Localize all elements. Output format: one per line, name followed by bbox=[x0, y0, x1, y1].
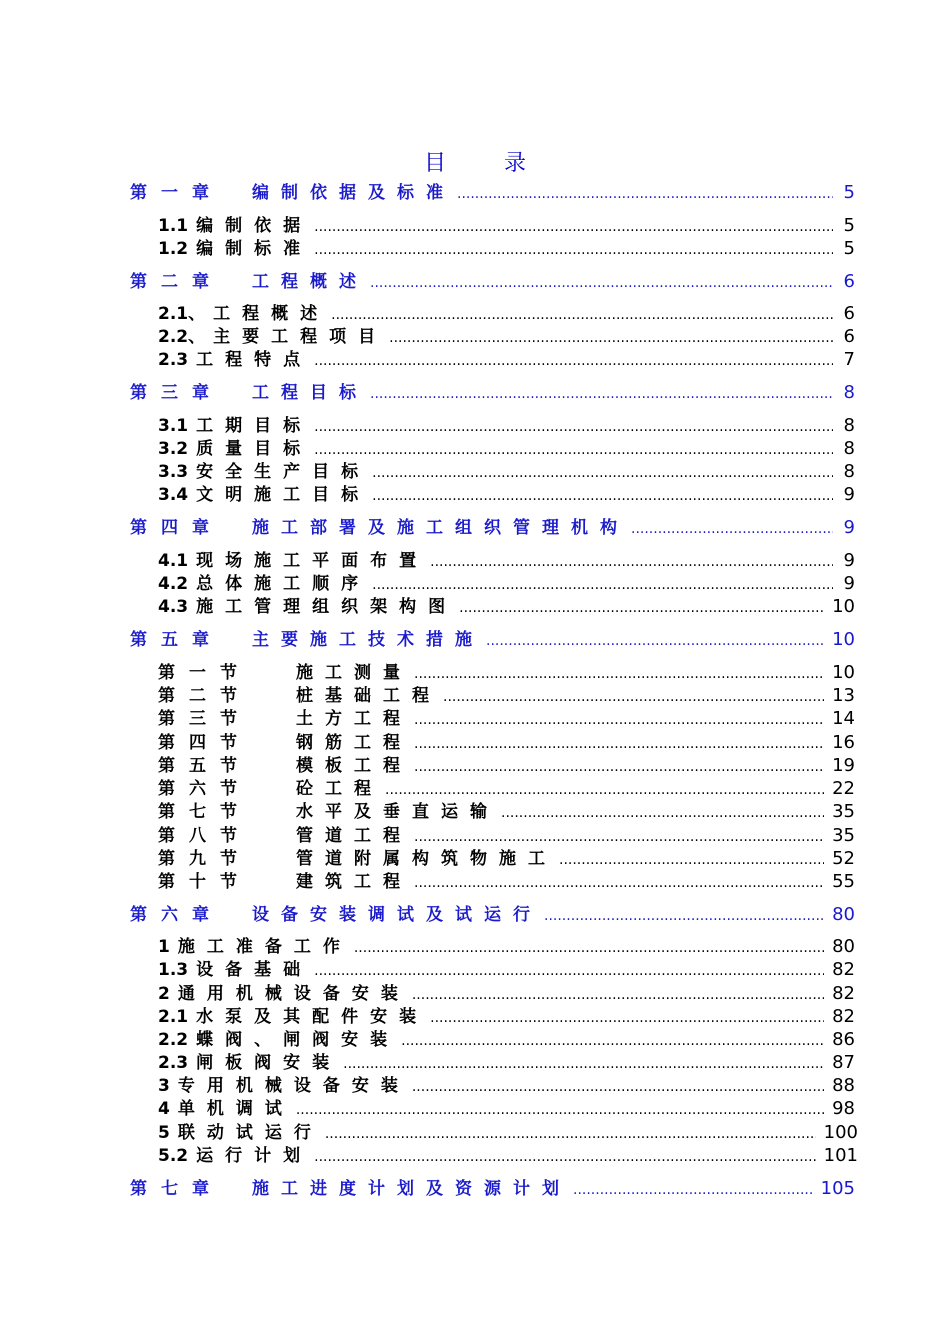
dot-leader bbox=[385, 779, 824, 802]
entry-title: 工程概述 bbox=[213, 304, 330, 324]
entry-chapter: 第八节 bbox=[158, 826, 251, 846]
entry-title: 建筑工程 bbox=[296, 872, 412, 892]
toc-section-entry bbox=[158, 1028, 855, 1051]
entry-page-number: 105 bbox=[820, 1178, 855, 1199]
entry-page-number: 13 bbox=[832, 685, 855, 706]
entry-page-number: 10 bbox=[832, 629, 855, 650]
entry-page-number: 5 bbox=[843, 182, 855, 203]
toc-chapter-entry bbox=[130, 1177, 855, 1200]
entry-page-number: 6 bbox=[843, 271, 855, 292]
dot-leader bbox=[414, 709, 824, 732]
entry-title: 桩基础工程 bbox=[296, 686, 441, 706]
entry-label bbox=[158, 326, 387, 349]
dot-leader bbox=[414, 756, 824, 779]
entry-page-number: 100 bbox=[823, 1122, 858, 1143]
dot-leader bbox=[414, 872, 824, 895]
entry-title: 质量目标 bbox=[196, 439, 313, 459]
entry-page-number: 10 bbox=[832, 596, 855, 617]
entry-chapter: 第一节 bbox=[158, 663, 251, 683]
entry-label bbox=[158, 1052, 341, 1075]
entry-label bbox=[130, 271, 368, 294]
dot-leader bbox=[296, 1099, 824, 1122]
entry-title: 通用机械设备安装 bbox=[177, 984, 410, 1004]
entry-label bbox=[158, 685, 441, 708]
entry-page-number: 9 bbox=[843, 484, 855, 505]
entry-label bbox=[158, 215, 312, 238]
toc-section-entry bbox=[158, 483, 855, 506]
entry-title: 钢筋工程 bbox=[296, 733, 412, 753]
entry-page-number: 101 bbox=[823, 1145, 858, 1166]
entry-page-number: 8 bbox=[843, 438, 855, 459]
dot-leader bbox=[414, 733, 824, 756]
dot-leader bbox=[486, 630, 824, 653]
entry-page-number: 35 bbox=[832, 801, 855, 822]
entry-label bbox=[158, 1075, 410, 1098]
toc-section-entry bbox=[158, 302, 855, 325]
entry-number: 3 bbox=[158, 1076, 170, 1096]
entry-page-number: 10 bbox=[832, 662, 855, 683]
toc-section-entry bbox=[158, 1051, 855, 1074]
dot-leader bbox=[457, 183, 833, 206]
entry-label bbox=[158, 825, 412, 848]
entry-title: 砼工程 bbox=[296, 779, 383, 799]
entry-page-number: 82 bbox=[832, 983, 855, 1004]
entry-page-number: 14 bbox=[832, 708, 855, 729]
entry-chapter: 第七节 bbox=[158, 802, 251, 822]
entry-page-number: 9 bbox=[843, 550, 855, 571]
entry-label bbox=[130, 517, 629, 540]
toc-node-entry bbox=[158, 870, 855, 893]
entry-title: 施工进度计划及资源计划 bbox=[252, 1179, 571, 1199]
toc-node-entry bbox=[158, 684, 855, 707]
toc-section-entry bbox=[158, 237, 855, 260]
dot-leader bbox=[314, 439, 833, 462]
entry-number: 2.1、 bbox=[158, 304, 206, 324]
toc-node-entry bbox=[158, 661, 855, 684]
entry-label bbox=[158, 596, 457, 619]
entry-chapter: 第四章 bbox=[130, 518, 223, 538]
entry-title: 安全生产目标 bbox=[196, 462, 371, 482]
entry-page-number: 8 bbox=[843, 415, 855, 436]
toc-section-entry bbox=[158, 1121, 858, 1144]
toc-section-entry bbox=[158, 595, 855, 618]
toc-chapter-entry bbox=[130, 516, 855, 539]
entry-label bbox=[158, 983, 410, 1006]
entry-label bbox=[158, 936, 352, 959]
dot-leader bbox=[401, 1030, 824, 1053]
toc-section-entry bbox=[158, 460, 855, 483]
entry-page-number: 22 bbox=[832, 778, 855, 799]
entry-label bbox=[158, 461, 370, 484]
entry-chapter: 第六节 bbox=[158, 779, 251, 799]
entry-page-number: 16 bbox=[832, 732, 855, 753]
toc-section-entry bbox=[158, 1074, 855, 1097]
entry-label bbox=[130, 904, 542, 927]
toc-section-entry bbox=[158, 982, 855, 1005]
entry-title: 设备基础 bbox=[196, 960, 313, 980]
entry-title: 编制依据及标准 bbox=[252, 183, 455, 203]
dot-leader bbox=[314, 239, 833, 262]
entry-page-number: 52 bbox=[832, 848, 855, 869]
entry-page-number: 87 bbox=[832, 1052, 855, 1073]
toc-chapter-entry bbox=[130, 270, 855, 293]
entry-number: 3.2 bbox=[158, 439, 189, 459]
entry-chapter: 第五章 bbox=[130, 630, 223, 650]
entry-label bbox=[158, 573, 370, 596]
entry-number: 5.2 bbox=[158, 1146, 189, 1166]
entry-label bbox=[158, 732, 412, 755]
entry-page-number: 8 bbox=[843, 382, 855, 403]
entry-label bbox=[158, 438, 312, 461]
entry-title: 工程概述 bbox=[252, 272, 368, 292]
entry-page-number: 8 bbox=[843, 461, 855, 482]
dot-leader bbox=[354, 937, 824, 960]
entry-number: 2 bbox=[158, 984, 170, 1004]
entry-number: 3.4 bbox=[158, 485, 189, 505]
entry-number: 4.1 bbox=[158, 551, 189, 571]
entry-title: 联动试运行 bbox=[177, 1123, 323, 1143]
dot-leader bbox=[325, 1123, 816, 1146]
toc-node-entry bbox=[158, 707, 855, 730]
dot-leader bbox=[573, 1179, 813, 1202]
entry-chapter: 第三节 bbox=[158, 709, 251, 729]
entry-chapter: 第三章 bbox=[130, 383, 223, 403]
entry-title: 工程目标 bbox=[252, 383, 368, 403]
entry-title: 蝶阀、闸阀安装 bbox=[196, 1030, 400, 1050]
entry-title: 编制标准 bbox=[196, 239, 313, 259]
entry-label bbox=[158, 708, 412, 731]
dot-leader bbox=[414, 826, 824, 849]
entry-page-number: 19 bbox=[832, 755, 855, 776]
dot-leader bbox=[430, 1007, 824, 1030]
entry-title: 土方工程 bbox=[296, 709, 412, 729]
entry-title: 施工管理组织架构图 bbox=[196, 597, 458, 617]
entry-page-number: 82 bbox=[832, 959, 855, 980]
dot-leader bbox=[443, 686, 824, 709]
dot-leader bbox=[459, 597, 824, 620]
toc-title: 目录 bbox=[423, 151, 584, 176]
entry-label bbox=[130, 1178, 571, 1201]
toc-section-entry bbox=[158, 958, 855, 981]
entry-title: 管道工程 bbox=[296, 826, 412, 846]
entry-title: 编制依据 bbox=[196, 216, 313, 236]
entry-chapter: 第十节 bbox=[158, 872, 251, 892]
dot-leader bbox=[389, 327, 833, 350]
entry-label bbox=[130, 382, 368, 405]
toc-node-entry bbox=[158, 800, 855, 823]
entry-label bbox=[158, 415, 312, 438]
entry-number: 1.1 bbox=[158, 216, 189, 236]
toc-chapter-entry bbox=[130, 628, 855, 651]
entry-page-number: 9 bbox=[843, 517, 855, 538]
entry-label bbox=[158, 303, 329, 326]
entry-title: 水泵及其配件安装 bbox=[196, 1007, 429, 1027]
entry-number: 4 bbox=[158, 1099, 170, 1119]
entry-title: 工程特点 bbox=[196, 350, 313, 370]
dot-leader bbox=[412, 984, 824, 1007]
entry-label bbox=[158, 778, 383, 801]
entry-page-number: 98 bbox=[832, 1098, 855, 1119]
entry-page-number: 82 bbox=[832, 1006, 855, 1027]
entry-page-number: 5 bbox=[843, 215, 855, 236]
entry-title: 专用机械设备安装 bbox=[177, 1076, 410, 1096]
entry-title: 水平及垂直运输 bbox=[296, 802, 499, 822]
entry-label bbox=[158, 755, 412, 778]
entry-chapter: 第二章 bbox=[130, 272, 223, 292]
entry-label bbox=[158, 550, 428, 573]
entry-number: 1 bbox=[158, 937, 170, 957]
toc-node-entry bbox=[158, 731, 855, 754]
entry-page-number: 9 bbox=[843, 573, 855, 594]
entry-number: 2.2、 bbox=[158, 327, 206, 347]
entry-number: 2.3 bbox=[158, 350, 189, 370]
entry-chapter: 第六章 bbox=[130, 905, 223, 925]
entry-label bbox=[130, 182, 455, 205]
toc-section-entry bbox=[158, 437, 855, 460]
toc-section-entry bbox=[158, 214, 855, 237]
entry-number: 3.3 bbox=[158, 462, 189, 482]
toc-section-entry bbox=[158, 1005, 855, 1028]
entry-page-number: 5 bbox=[843, 238, 855, 259]
toc-section-entry bbox=[158, 348, 855, 371]
dot-leader bbox=[314, 1146, 816, 1169]
toc-section-entry bbox=[158, 572, 855, 595]
dot-leader bbox=[372, 574, 833, 597]
entry-chapter: 第四节 bbox=[158, 733, 251, 753]
entry-label bbox=[130, 629, 484, 652]
dot-leader bbox=[430, 551, 833, 574]
entry-title: 单机调试 bbox=[177, 1099, 294, 1119]
dot-leader bbox=[501, 802, 824, 825]
entry-chapter: 第一章 bbox=[130, 183, 223, 203]
toc-section-entry bbox=[158, 935, 855, 958]
entry-page-number: 80 bbox=[832, 936, 855, 957]
entry-chapter: 第七章 bbox=[130, 1179, 223, 1199]
entry-label bbox=[158, 801, 499, 824]
entry-title: 模板工程 bbox=[296, 756, 412, 776]
dot-leader bbox=[314, 416, 833, 439]
entry-label bbox=[158, 848, 557, 871]
dot-leader bbox=[314, 350, 833, 373]
entry-page-number: 80 bbox=[832, 904, 855, 925]
dot-leader bbox=[412, 1076, 824, 1099]
entry-label bbox=[158, 484, 370, 507]
dot-leader bbox=[314, 216, 833, 239]
toc-section-entry bbox=[158, 1097, 855, 1120]
entry-title: 施工部署及施工组织管理机构 bbox=[252, 518, 629, 538]
dot-leader bbox=[331, 304, 833, 327]
entry-title: 总体施工顺序 bbox=[196, 574, 371, 594]
entry-page-number: 55 bbox=[832, 871, 855, 892]
toc-section-entry bbox=[158, 1144, 858, 1167]
entry-title: 主要工程项目 bbox=[213, 327, 388, 347]
entry-title: 工期目标 bbox=[196, 416, 313, 436]
toc-node-entry bbox=[158, 777, 855, 800]
entry-number: 5 bbox=[158, 1123, 170, 1143]
entry-page-number: 6 bbox=[843, 326, 855, 347]
entry-title: 设备安装调试及试运行 bbox=[252, 905, 542, 925]
dot-leader bbox=[343, 1053, 824, 1076]
dot-leader bbox=[372, 485, 833, 508]
dot-leader bbox=[372, 462, 833, 485]
entry-title: 文明施工目标 bbox=[196, 485, 371, 505]
dot-leader bbox=[314, 960, 824, 983]
entry-number: 4.2 bbox=[158, 574, 189, 594]
entry-label bbox=[158, 1006, 428, 1029]
entry-number: 1.3 bbox=[158, 960, 189, 980]
entry-label bbox=[158, 662, 412, 685]
dot-leader bbox=[370, 272, 833, 295]
entry-label bbox=[158, 349, 312, 372]
toc-chapter-entry bbox=[130, 181, 855, 204]
toc-node-entry bbox=[158, 847, 855, 870]
entry-label bbox=[158, 1145, 312, 1168]
entry-title: 闸板阀安装 bbox=[196, 1053, 342, 1073]
entry-label bbox=[158, 1029, 399, 1052]
dot-leader bbox=[414, 663, 824, 686]
toc-node-entry bbox=[158, 824, 855, 847]
entry-title: 管道附属构筑物施工 bbox=[296, 849, 557, 869]
entry-page-number: 86 bbox=[832, 1029, 855, 1050]
entry-label bbox=[158, 871, 412, 894]
entry-number: 1.2 bbox=[158, 239, 189, 259]
entry-page-number: 7 bbox=[843, 349, 855, 370]
entry-number: 2.2 bbox=[158, 1030, 189, 1050]
toc-section-entry bbox=[158, 414, 855, 437]
entry-number: 3.1 bbox=[158, 416, 189, 436]
toc-chapter-entry bbox=[130, 381, 855, 404]
toc-chapter-entry bbox=[130, 903, 855, 926]
dot-leader bbox=[370, 383, 833, 406]
entry-label bbox=[158, 1122, 323, 1145]
entry-page-number: 35 bbox=[832, 825, 855, 846]
entry-title: 施工测量 bbox=[296, 663, 412, 683]
entry-page-number: 88 bbox=[832, 1075, 855, 1096]
entry-label bbox=[158, 959, 312, 982]
entry-title: 运行计划 bbox=[196, 1146, 313, 1166]
dot-leader bbox=[631, 518, 833, 541]
dot-leader bbox=[544, 905, 824, 928]
dot-leader bbox=[559, 849, 824, 872]
entry-chapter: 第五节 bbox=[158, 756, 251, 776]
entry-title: 现场施工平面布置 bbox=[196, 551, 429, 571]
entry-title: 施工准备工作 bbox=[177, 937, 352, 957]
entry-label bbox=[158, 1098, 294, 1121]
entry-label bbox=[158, 238, 312, 261]
entry-number: 2.3 bbox=[158, 1053, 189, 1073]
entry-page-number: 6 bbox=[843, 303, 855, 324]
entry-number: 2.1 bbox=[158, 1007, 189, 1027]
entry-chapter: 第九节 bbox=[158, 849, 251, 869]
toc-node-entry bbox=[158, 754, 855, 777]
entry-number: 4.3 bbox=[158, 597, 189, 617]
toc-section-entry bbox=[158, 325, 855, 348]
toc-section-entry bbox=[158, 549, 855, 572]
entry-title: 主要施工技术措施 bbox=[252, 630, 484, 650]
entry-chapter: 第二节 bbox=[158, 686, 251, 706]
